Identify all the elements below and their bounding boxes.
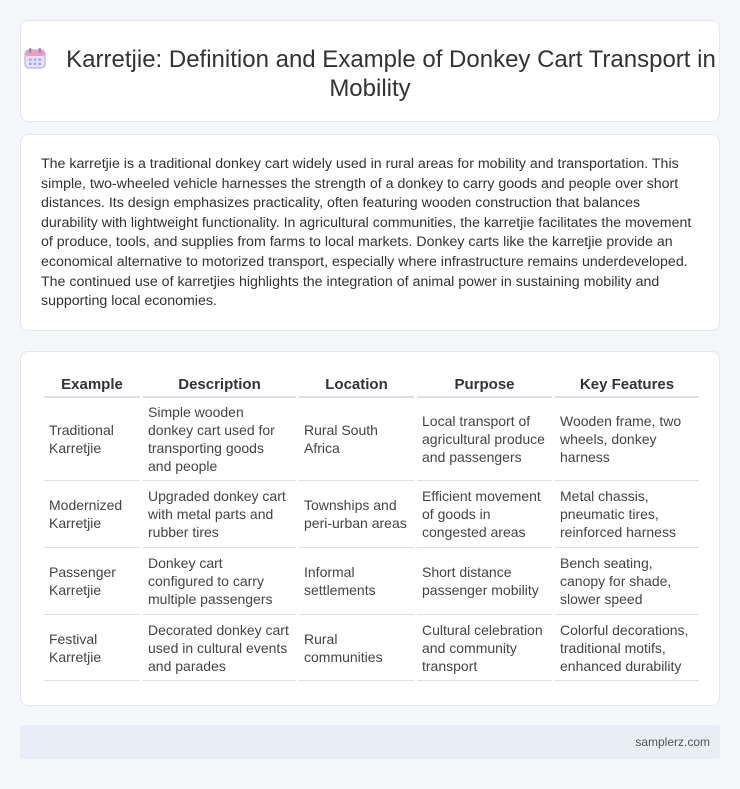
cell-key-features: Colorful decorations, traditional motifs, enhanced durability bbox=[555, 615, 699, 681]
table-header-row bbox=[44, 372, 699, 398]
cell-purpose: Efficient movement of goods in congested areas bbox=[417, 481, 552, 548]
intro-card bbox=[20, 134, 720, 331]
table-row bbox=[44, 548, 699, 615]
cell-key-features: Metal chassis, pneumatic tires, reinforced harness bbox=[555, 481, 699, 548]
cell-location: Rural communities bbox=[299, 615, 414, 681]
cell-purpose: Short distance passenger mobility bbox=[417, 548, 552, 615]
table-row bbox=[44, 481, 699, 548]
cell-location: Informal settlements bbox=[299, 548, 414, 615]
cell-description: Donkey cart configured to carry multiple passengers bbox=[143, 548, 296, 615]
column-header-purpose: Purpose bbox=[417, 372, 552, 398]
header-card bbox=[20, 20, 720, 122]
column-header-location: Location bbox=[299, 372, 414, 398]
cell-key-features: Bench seating, canopy for shade, slower speed bbox=[555, 548, 699, 615]
cell-key-features: Wooden frame, two wheels, donkey harness bbox=[555, 398, 699, 481]
cell-purpose: Local transport of agricultural produce and passengers bbox=[417, 398, 552, 481]
table-row bbox=[44, 615, 699, 681]
cell-description: Decorated donkey cart used in cultural events and parades bbox=[143, 615, 296, 681]
page-title: Karretjie: Definition and Example of Donkey Cart Transport in Mobility bbox=[66, 46, 716, 102]
column-header-description: Description bbox=[143, 372, 296, 398]
calendar-icon bbox=[24, 47, 46, 69]
cell-purpose: Cultural celebration and community transport bbox=[417, 615, 552, 681]
cell-location: Rural South Africa bbox=[299, 398, 414, 481]
cell-example: Traditional Karretjie bbox=[44, 398, 140, 481]
table-card bbox=[20, 351, 720, 706]
cell-description: Upgraded donkey cart with metal parts and rubber tires bbox=[143, 481, 296, 548]
intro-paragraph: The karretjie is a traditional donkey cart widely used in rural areas for mobility and transportation. This simple, two-wheeled vehicle harnesses the strength of a donkey to carry goods and people over short distances. Its design emphasizes practicality, often featuring wooden construction that balances durability with lightweight functionality. In agricultural communities, the karretjie facilitates the movement of produce, tools, and supplies from farms to local markets. Donkey carts like the karretjie provide an economical alternative to motorized transport, especially where infrastructure remains underdeveloped. The continued use of karretjies highlights the integration of animal power in sustaining mobility and supporting local economies. bbox=[41, 156, 692, 310]
cell-example: Passenger Karretjie bbox=[44, 548, 140, 615]
cell-example: Festival Karretjie bbox=[44, 615, 140, 681]
footer-bar bbox=[20, 725, 720, 759]
cell-location: Townships and peri-urban areas bbox=[299, 481, 414, 548]
table-row bbox=[44, 398, 699, 481]
column-header-key-features: Key Features bbox=[555, 372, 699, 398]
footer-site-link[interactable]: samplerz.com bbox=[635, 735, 710, 749]
examples-table bbox=[41, 372, 702, 681]
cell-description: Simple wooden donkey cart used for transporting goods and people bbox=[143, 398, 296, 481]
cell-example: Modernized Karretjie bbox=[44, 481, 140, 548]
page-title-block bbox=[21, 45, 719, 103]
column-header-example: Example bbox=[44, 372, 140, 398]
